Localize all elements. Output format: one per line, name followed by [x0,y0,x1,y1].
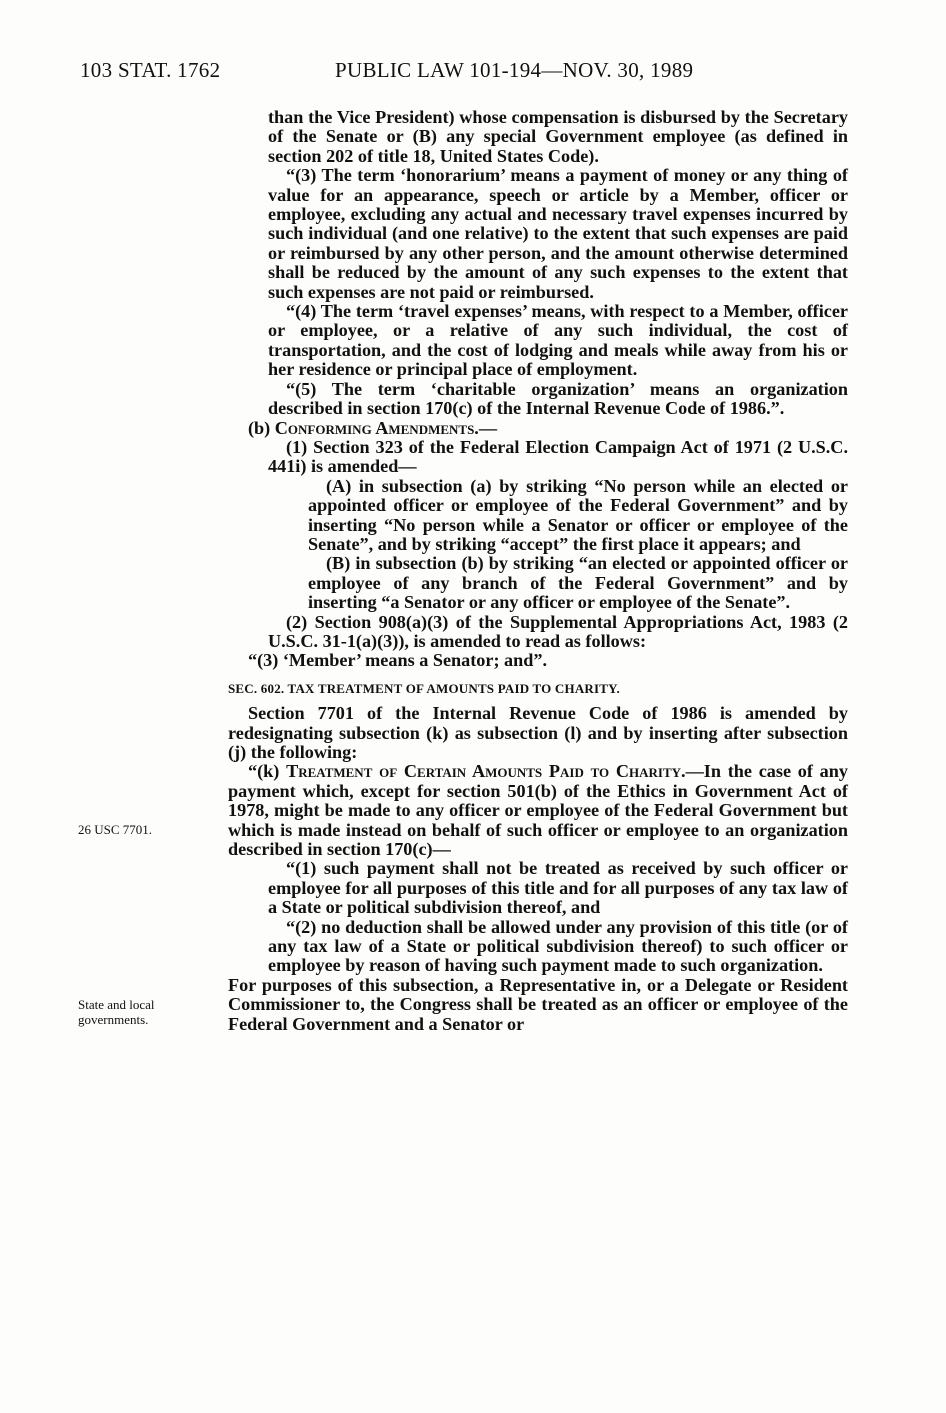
margin-note-line: State and local [78,997,155,1012]
paragraph: “(3) The term ‘honorarium’ means a payment of money or any thing of value for an appearance, speech or article by a Member, officer or employee, excluding any actual and necessary travel expenses incurred by such individual (and one relative) to the extent that such expenses are paid or reimbursed by any other person, and the amount otherwise determined shall be reduced by the amount of any such expenses to the extent that such expenses are not paid or reimbursed. [268,165,848,302]
paragraph: than the Vice President) whose compensation is disbursed by the Secretary of the Senate or (B) any special Government employee (as defined in section 202 of title 18, United States Code). [268,107,848,166]
margin-note-line: governments. [78,1012,149,1027]
body-text [228,108,848,1034]
paragraph: For purposes of this subsection, a Representative in, or a Delegate or Resident Commissioner to, the Congress shall be treated as an officer or employee of the Federal Government and a Senator or [228,974,848,1034]
paragraph: “(3) ‘Member’ means a Senator; and”. [248,650,548,671]
subsection-label: “(k) [248,761,287,782]
paragraph: “(1) such payment shall not be treated as received by such officer or employee for all purposes of this title and for all purposes of any tax law of a State or political subdivision thereof, and [268,858,848,918]
subsection-body: —In the case of any payment which, except for section 501(b) of the Ethics in Government Act of 1978, might be made to any officer or employee of the Federal Government but which is made instead on behalf of such officer or employee to an organization described in section 170(c)— [228,761,848,860]
subsection-title: Treatment of Certain Amounts Paid to Charity. [286,761,686,782]
subsection-k [228,762,848,859]
paragraph: “(5) The term ‘charitable organization’ means an organization described in section 170(c) of the Internal Revenue Code of 1986.”. [268,378,848,419]
paragraph: “(4) The term ‘travel expenses’ means, with respect to a Member, officer or employee, or a relative of any such individual, the cost of transportation, and the cost of lodging and meals while away from his or her residence or principal place of employment. [268,301,848,380]
paragraph: Section 7701 of the Internal Revenue Code of 1986 is amended by redesignating subsection (k) as subsection (l) and by inserting after subsection (j) the following: [228,703,848,762]
paragraph: (A) in subsection (a) by striking “No person while an elected or appointed officer or employee of the Federal Government” and by inserting “No person while a Senator or officer or employee of the Senate”, and by striking “accept” the first place it appears; and [308,475,848,554]
paragraph: (2) Section 908(a)(3) of the Supplemental Appropriations Act, 1983 (2 U.S.C. 31-1(a)(3)), is amended to read as follows: [268,611,848,651]
paragraph: (1) Section 323 of the Federal Election Campaign Act of 1971 (2 U.S.C. 441i) is amended— [268,436,848,477]
page-header [80,58,860,88]
paragraph: (B) in subsection (b) by striking “an elected or appointed officer or employee of any branch of the Federal Government” and by inserting “a Senator or any officer or employee of the Senate”. [308,553,848,613]
section-heading: SEC. 602. TAX TREATMENT OF AMOUNTS PAID TO CHARITY. [228,680,620,696]
subsection-label: (b) [248,417,275,438]
subsection-b-heading [228,419,848,438]
subsection-title: Conforming Amendments.— [274,417,498,438]
paragraph: “(2) no deduction shall be allowed under any provision of this title (or of any tax law of a State or political subdivision thereof) to such officer or employee by reason of having such payment made to such organization. [268,916,848,976]
public-law-title: PUBLIC LAW 101-194—NOV. 30, 1989 [335,58,694,82]
margin-note-usc: 26 USC 7701. [78,822,153,837]
margin-note-state-local [78,997,218,1027]
stat-page-number: 103 STAT. 1762 [80,58,221,82]
